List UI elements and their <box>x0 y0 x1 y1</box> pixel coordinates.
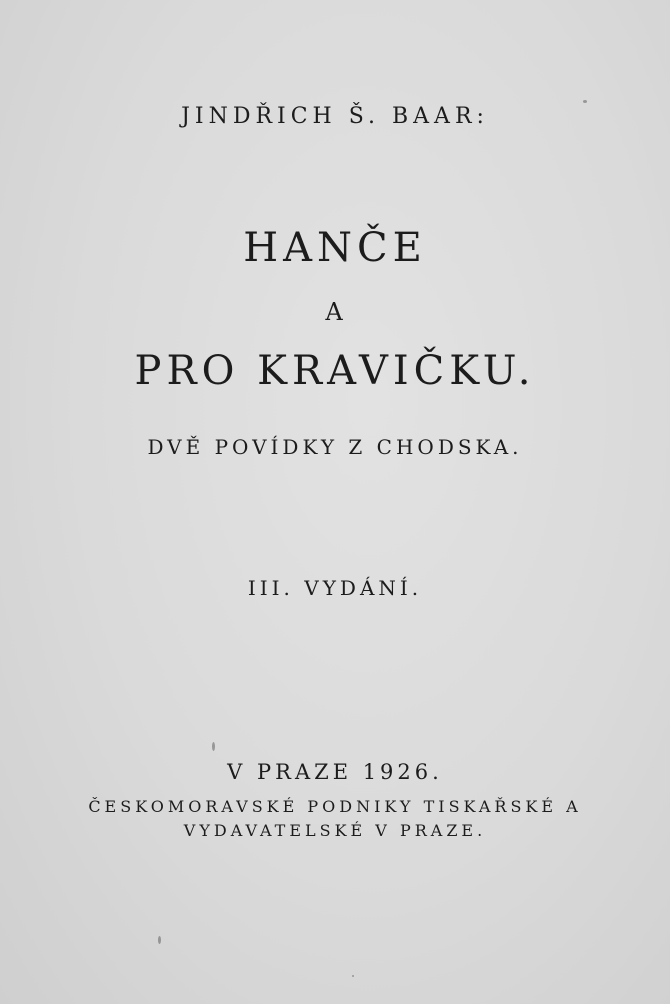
paper-speck <box>158 936 161 944</box>
book-title-line-1: HANČE <box>243 225 427 271</box>
edition-note: III. VYDÁNÍ. <box>247 576 423 600</box>
publisher-line-1: ČESKOMORAVSKÉ PODNIKY TISKAŘSKÉ A <box>88 797 582 816</box>
place-and-year: V PRAZE 1926. <box>227 760 443 784</box>
paper-speck <box>583 100 587 103</box>
publisher-line-2: VYDAVATELSKÉ V PRAZE. <box>183 821 487 840</box>
title-conjunction: A <box>325 298 345 326</box>
book-subtitle: DVĚ POVÍDKY Z CHODSKA. <box>147 435 523 459</box>
paper-speck <box>352 975 354 977</box>
paper-speck <box>212 742 215 751</box>
author-name: JINDŘICH Š. BAAR: <box>181 104 489 129</box>
book-title-line-2: PRO KRAVIČKU. <box>134 348 536 394</box>
